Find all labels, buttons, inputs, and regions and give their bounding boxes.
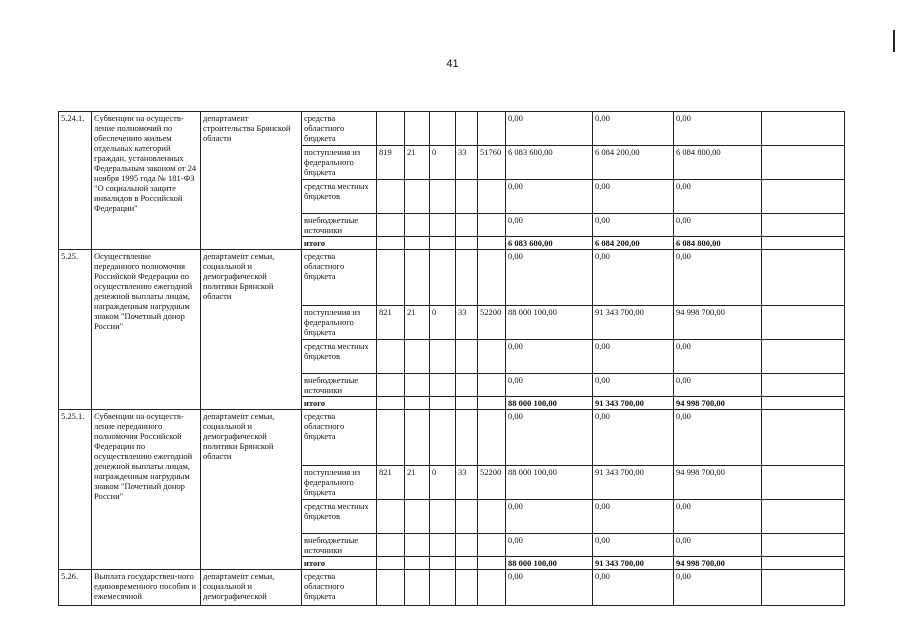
empty-cell <box>762 112 845 146</box>
amount-cell: 0,00 <box>593 570 674 606</box>
funding-source-cell: средства местных бюджетов <box>302 340 377 374</box>
amount-cell: 0,00 <box>593 500 674 534</box>
budget-code-cell <box>456 112 478 146</box>
budget-code-cell <box>377 570 405 606</box>
budget-code-cell <box>478 557 506 570</box>
budget-code-cell <box>405 557 430 570</box>
budget-code-cell <box>377 214 405 237</box>
budget-code-cell <box>377 180 405 214</box>
table-row <box>59 112 845 146</box>
budget-code-cell <box>405 112 430 146</box>
amount-cell: 0,00 <box>593 534 674 557</box>
budget-code-cell <box>456 534 478 557</box>
budget-code-cell <box>377 410 405 466</box>
amount-cell: 0,00 <box>674 534 762 557</box>
budget-code-cell <box>405 374 430 397</box>
amount-cell: 0,00 <box>593 214 674 237</box>
budget-code-cell <box>405 237 430 250</box>
amount-cell: 0,00 <box>674 250 762 306</box>
amount-cell: 0,00 <box>674 570 762 606</box>
budget-code-cell <box>456 180 478 214</box>
funding-source-cell: внебюджетные источники <box>302 374 377 397</box>
budget-code-cell <box>430 180 456 214</box>
amount-cell: 6 084 200,00 <box>593 237 674 250</box>
amount-cell: 88 000 100,00 <box>506 306 593 340</box>
scan-edge-mark <box>893 30 895 52</box>
amount-cell: 0,00 <box>674 112 762 146</box>
funding-source-cell: средства местных бюджетов <box>302 180 377 214</box>
budget-code-cell <box>430 500 456 534</box>
budget-code-cell <box>478 397 506 410</box>
amount-cell: 94 998 700,00 <box>674 557 762 570</box>
budget-code-cell <box>377 237 405 250</box>
budget-code-cell <box>456 500 478 534</box>
item-name-cell: Осуществление переданного полномочия Российской Федерации по осуществлению ежегодной денежной выплаты лицам, награжденным нагрудным знаком "Почетный донор России" <box>92 250 201 410</box>
amount-cell: 0,00 <box>506 374 593 397</box>
empty-cell <box>762 397 845 410</box>
amount-cell: 0,00 <box>506 410 593 466</box>
amount-cell: 6 084 200,00 <box>593 146 674 180</box>
budget-code-cell <box>430 534 456 557</box>
amount-cell: 91 343 700,00 <box>593 466 674 500</box>
budget-code-cell <box>456 214 478 237</box>
amount-cell: 0,00 <box>674 180 762 214</box>
budget-code-cell <box>377 534 405 557</box>
empty-cell <box>762 306 845 340</box>
budget-code-cell <box>456 374 478 397</box>
amount-cell: 88 000 100,00 <box>506 557 593 570</box>
budget-code-cell <box>377 557 405 570</box>
budget-code-cell <box>456 397 478 410</box>
budget-code-cell <box>405 340 430 374</box>
amount-cell: 0,00 <box>593 410 674 466</box>
amount-cell: 0,00 <box>506 570 593 606</box>
amount-cell: 0,00 <box>674 214 762 237</box>
table-row <box>59 250 845 306</box>
funding-source-cell: поступления из федерального бюджета <box>302 306 377 340</box>
budget-code-cell <box>478 214 506 237</box>
item-name-cell: Выплата государствен-ного единовременного пособия и ежемесячной <box>92 570 201 606</box>
amount-cell: 88 000 100,00 <box>506 466 593 500</box>
amount-cell: 6 084 800,00 <box>674 146 762 180</box>
amount-cell: 6 083 600,00 <box>506 146 593 180</box>
amount-cell: 0,00 <box>674 500 762 534</box>
budget-code-cell <box>405 397 430 410</box>
amount-cell: 94 998 700,00 <box>674 306 762 340</box>
budget-code-cell <box>478 250 506 306</box>
executor-cell: департамент семьи, социальной и демографической <box>201 570 302 606</box>
empty-cell <box>762 466 845 500</box>
budget-code-cell <box>430 214 456 237</box>
budget-code-cell <box>430 250 456 306</box>
funding-source-cell: средства областного бюджета <box>302 112 377 146</box>
amount-cell: 0,00 <box>506 534 593 557</box>
amount-cell: 0,00 <box>506 340 593 374</box>
funding-source-cell: внебюджетные источники <box>302 214 377 237</box>
budget-code-cell <box>478 570 506 606</box>
item-code-cell: 5.25. <box>59 250 92 410</box>
page-number: 41 <box>446 58 459 70</box>
budget-code-cell <box>405 180 430 214</box>
budget-code-cell <box>405 500 430 534</box>
amount-cell: 91 343 700,00 <box>593 397 674 410</box>
budget-code-cell <box>478 410 506 466</box>
budget-code-cell <box>456 410 478 466</box>
amount-cell: 0,00 <box>593 340 674 374</box>
budget-code-cell <box>478 500 506 534</box>
amount-cell: 6 083 600,00 <box>506 237 593 250</box>
empty-cell <box>762 214 845 237</box>
budget-code-cell <box>430 340 456 374</box>
empty-cell <box>762 570 845 606</box>
budget-code-cell: 0 <box>430 466 456 500</box>
budget-code-cell <box>478 112 506 146</box>
funding-source-cell: средства областного бюджета <box>302 250 377 306</box>
budget-code-cell: 33 <box>456 146 478 180</box>
amount-cell: 0,00 <box>674 410 762 466</box>
empty-cell <box>762 340 845 374</box>
executor-cell: департамент строительства Брянской области <box>201 112 302 250</box>
budget-code-cell <box>405 410 430 466</box>
budget-code-cell <box>377 112 405 146</box>
budget-table-body <box>59 112 845 606</box>
budget-code-cell <box>456 250 478 306</box>
budget-code-cell <box>377 340 405 374</box>
budget-table <box>58 111 845 606</box>
budget-code-cell <box>478 374 506 397</box>
funding-source-cell: поступления из федерального бюджета <box>302 146 377 180</box>
amount-cell: 0,00 <box>593 374 674 397</box>
budget-code-cell <box>456 237 478 250</box>
empty-cell <box>762 250 845 306</box>
amount-cell: 88 000 100,00 <box>506 397 593 410</box>
budget-code-cell: 821 <box>377 306 405 340</box>
amount-cell: 0,00 <box>506 214 593 237</box>
budget-code-cell: 819 <box>377 146 405 180</box>
budget-code-cell <box>405 250 430 306</box>
empty-cell <box>762 534 845 557</box>
table-row <box>59 410 845 466</box>
budget-code-cell <box>478 180 506 214</box>
amount-cell: 0,00 <box>593 112 674 146</box>
amount-cell: 91 343 700,00 <box>593 557 674 570</box>
budget-code-cell: 52200 <box>478 466 506 500</box>
budget-code-cell: 21 <box>405 306 430 340</box>
funding-source-cell: итого <box>302 237 377 250</box>
item-code-cell: 5.25.1. <box>59 410 92 570</box>
amount-cell: 0,00 <box>506 180 593 214</box>
budget-code-cell: 21 <box>405 466 430 500</box>
funding-source-cell: поступления из федерального бюджета <box>302 466 377 500</box>
table-row <box>59 570 845 606</box>
budget-code-cell: 33 <box>456 466 478 500</box>
budget-code-cell <box>430 112 456 146</box>
budget-code-cell <box>478 534 506 557</box>
budget-code-cell <box>377 374 405 397</box>
empty-cell <box>762 237 845 250</box>
amount-cell: 0,00 <box>674 340 762 374</box>
budget-code-cell <box>430 397 456 410</box>
amount-cell: 0,00 <box>593 180 674 214</box>
budget-code-cell <box>405 214 430 237</box>
budget-code-cell: 821 <box>377 466 405 500</box>
empty-cell <box>762 500 845 534</box>
amount-cell: 0,00 <box>506 250 593 306</box>
budget-code-cell: 51760 <box>478 146 506 180</box>
funding-source-cell: средства областного бюджета <box>302 570 377 606</box>
funding-source-cell: средства местных бюджетов <box>302 500 377 534</box>
budget-code-cell <box>478 237 506 250</box>
executor-cell: департамент семьи, социальной и демографической политики Брянской области <box>201 250 302 410</box>
budget-code-cell <box>377 500 405 534</box>
budget-code-cell: 21 <box>405 146 430 180</box>
budget-code-cell <box>430 557 456 570</box>
budget-code-cell <box>456 570 478 606</box>
amount-cell: 0,00 <box>506 500 593 534</box>
budget-code-cell <box>377 250 405 306</box>
amount-cell: 94 998 700,00 <box>674 466 762 500</box>
amount-cell: 6 084 800,00 <box>674 237 762 250</box>
budget-code-cell: 33 <box>456 306 478 340</box>
empty-cell <box>762 146 845 180</box>
budget-code-cell <box>430 410 456 466</box>
amount-cell: 0,00 <box>593 250 674 306</box>
budget-code-cell <box>405 570 430 606</box>
amount-cell: 91 343 700,00 <box>593 306 674 340</box>
funding-source-cell: внебюджетные источники <box>302 534 377 557</box>
budget-code-cell <box>478 340 506 374</box>
amount-cell: 94 998 700,00 <box>674 397 762 410</box>
funding-source-cell: итого <box>302 557 377 570</box>
budget-code-cell <box>456 340 478 374</box>
amount-cell: 0,00 <box>674 374 762 397</box>
budget-code-cell: 52200 <box>478 306 506 340</box>
budget-code-cell <box>430 237 456 250</box>
empty-cell <box>762 557 845 570</box>
budget-code-cell: 0 <box>430 306 456 340</box>
item-name-cell: Субвенции на осуществ-ление переданного полномочия Российской Федерации по осуществлению ежегодной денежной выплаты лицам, награжденным нагрудным знаком "Почетный донор России" <box>92 410 201 570</box>
budget-code-cell: 0 <box>430 146 456 180</box>
funding-source-cell: средства областного бюджета <box>302 410 377 466</box>
item-code-cell: 5.24.1. <box>59 112 92 250</box>
empty-cell <box>762 374 845 397</box>
empty-cell <box>762 410 845 466</box>
executor-cell: департамент семьи, социальной и демографической политики Брянской области <box>201 410 302 570</box>
empty-cell <box>762 180 845 214</box>
budget-code-cell <box>456 557 478 570</box>
amount-cell: 0,00 <box>506 112 593 146</box>
budget-code-cell <box>405 534 430 557</box>
budget-code-cell <box>377 397 405 410</box>
item-code-cell: 5.26. <box>59 570 92 606</box>
budget-code-cell <box>430 374 456 397</box>
item-name-cell: Субвенции на осуществ-ление полномочий по обеспечению жильем отдельных категорий граждан, установленных Федеральным законом от 24 ноября 1995 года № 181-ФЗ "О социальной защите инвалидов в Российской Федерации" <box>92 112 201 250</box>
funding-source-cell: итого <box>302 397 377 410</box>
budget-code-cell <box>430 570 456 606</box>
